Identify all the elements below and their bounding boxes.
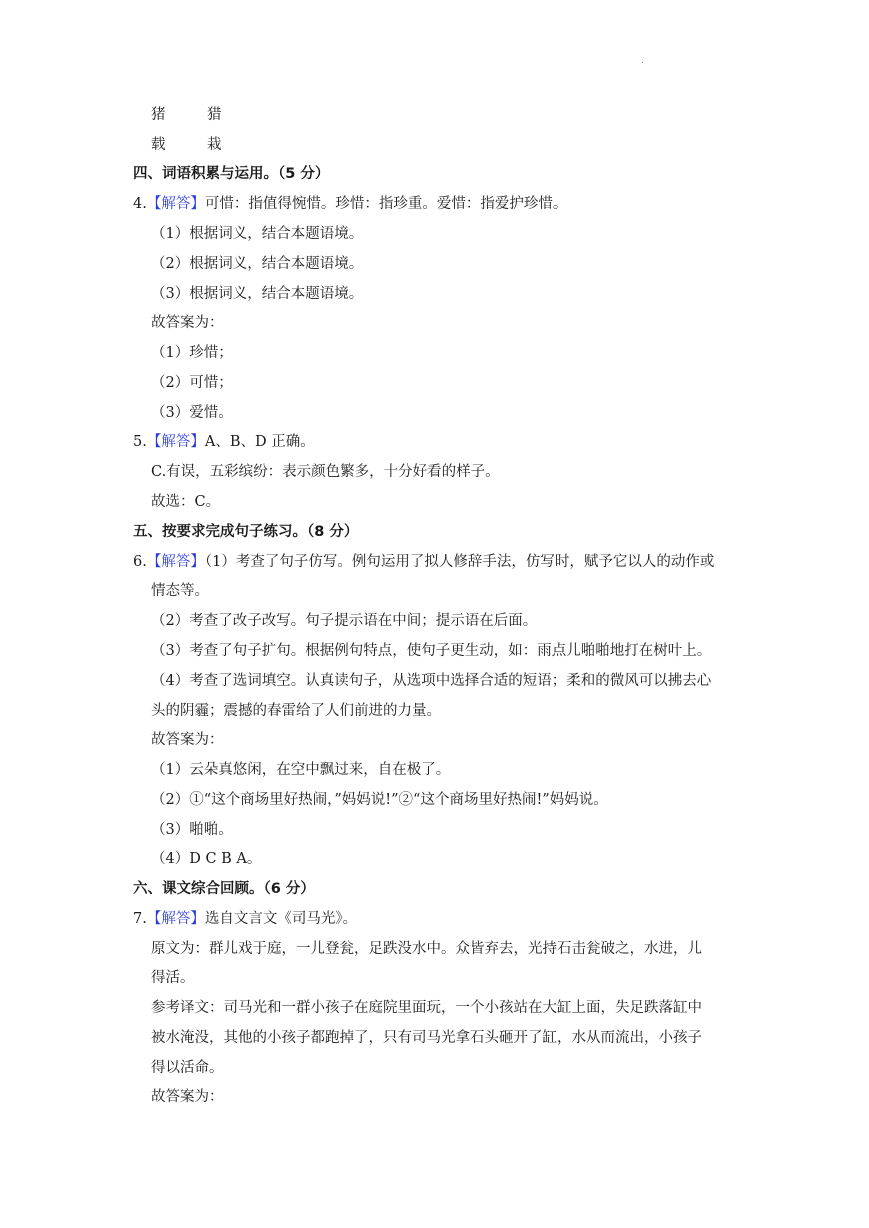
text-line: C.有误，五彩缤纷：表示颜色繁多，十分好看的样子。 bbox=[151, 464, 500, 480]
char-b: 猎 bbox=[207, 107, 222, 123]
text-line: 被水淹没，其他的小孩子都跑掉了，只有司马光拿石头砸开了缸，水从而流出，小孩子 bbox=[151, 1030, 702, 1046]
answer-tag: 【解答】 bbox=[146, 434, 205, 450]
char-pair-row bbox=[151, 135, 222, 155]
question-number: 5. bbox=[133, 434, 147, 450]
text-line: （1）云朵真悠闲，在空中飘过来，自在极了。 bbox=[151, 762, 451, 778]
section-title: 四、词语积累与运用。（5 分） bbox=[133, 166, 330, 182]
text-line: （3）啪啪。 bbox=[151, 822, 233, 838]
text-line: （2）根据词义，结合本题语境。 bbox=[151, 256, 364, 272]
text-line: 故答案为： bbox=[151, 315, 224, 331]
answer-tag: 【解答】 bbox=[146, 196, 205, 212]
text-line: 得活。 bbox=[151, 970, 195, 986]
text-line: 得以活命。 bbox=[151, 1060, 224, 1076]
answer-tag: 【解答】 bbox=[146, 911, 205, 927]
char-a: 猪 bbox=[151, 107, 166, 123]
text-line: （3）爱惜。 bbox=[151, 405, 233, 421]
text-line: 情态等。 bbox=[151, 583, 209, 599]
text-line: （1）根据词义，结合本题语境。 bbox=[151, 226, 364, 242]
text-line: （2）①“这个商场里好热闹，”妈妈说!”②“这个商场里好热闹!”妈妈说。 bbox=[151, 792, 608, 808]
question-text: A、B、D 正确。 bbox=[204, 434, 315, 450]
question-line bbox=[133, 552, 714, 572]
text-line: （2）考查了改子改写。句子提示语在中间；提示语在后面。 bbox=[151, 613, 538, 629]
question-line bbox=[133, 909, 357, 929]
text-line: （3）根据词义，结合本题语境。 bbox=[151, 286, 364, 302]
text-line: （4）考查了选词填空。认真读句子，从选项中选择合适的短语；柔和的微风可以拂去心 bbox=[151, 673, 712, 689]
char-pair-row bbox=[151, 105, 222, 125]
question-number: 7. bbox=[133, 911, 147, 927]
question-number: 4. bbox=[133, 196, 147, 212]
header-dot: . bbox=[641, 56, 644, 66]
section-title: 六、课文综合回顾。（6 分） bbox=[133, 881, 315, 897]
text-line: （1）珍惜； bbox=[151, 345, 233, 361]
answer-tag: 【解答】 bbox=[146, 554, 205, 570]
text-line: （4）D C B A。 bbox=[151, 851, 262, 867]
text-line: 故答案为： bbox=[151, 1089, 224, 1105]
text-line: （2）可惜； bbox=[151, 375, 233, 391]
question-line bbox=[133, 432, 315, 452]
text-line: （3）考查了句子扩句。根据例句特点，使句子更生动，如：雨点儿啪啪地打在树叶上。 bbox=[151, 643, 712, 659]
text-line: 故选：C。 bbox=[151, 494, 221, 510]
question-number: 6. bbox=[133, 554, 147, 570]
question-text: 选自文言文《司马光》。 bbox=[204, 911, 358, 927]
char-a: 载 bbox=[151, 137, 166, 153]
char-b: 栽 bbox=[207, 137, 222, 153]
question-line bbox=[133, 194, 567, 214]
question-text: （1）考查了句子仿写。例句运用了拟人修辞手法，仿写时，赋予它以人的动作或 bbox=[204, 554, 715, 570]
text-line: 原文为：群儿戏于庭，一儿登瓮，足跌没水中。众皆弃去，光持石击瓮破之，水进，儿 bbox=[151, 941, 702, 957]
question-text: 可惜：指值得惋惜。珍惜：指珍重。爱惜：指爱护珍惜。 bbox=[204, 196, 568, 212]
section-title: 五、按要求完成句子练习。（8 分） bbox=[133, 524, 359, 540]
text-line: 参考译文：司马光和一群小孩子在庭院里面玩，一个小孩站在大缸上面，失足跌落缸中 bbox=[151, 1000, 702, 1016]
text-line: 故答案为： bbox=[151, 732, 224, 748]
text-line: 头的阴霾；震撼的春雷给了人们前进的力量。 bbox=[151, 703, 441, 719]
